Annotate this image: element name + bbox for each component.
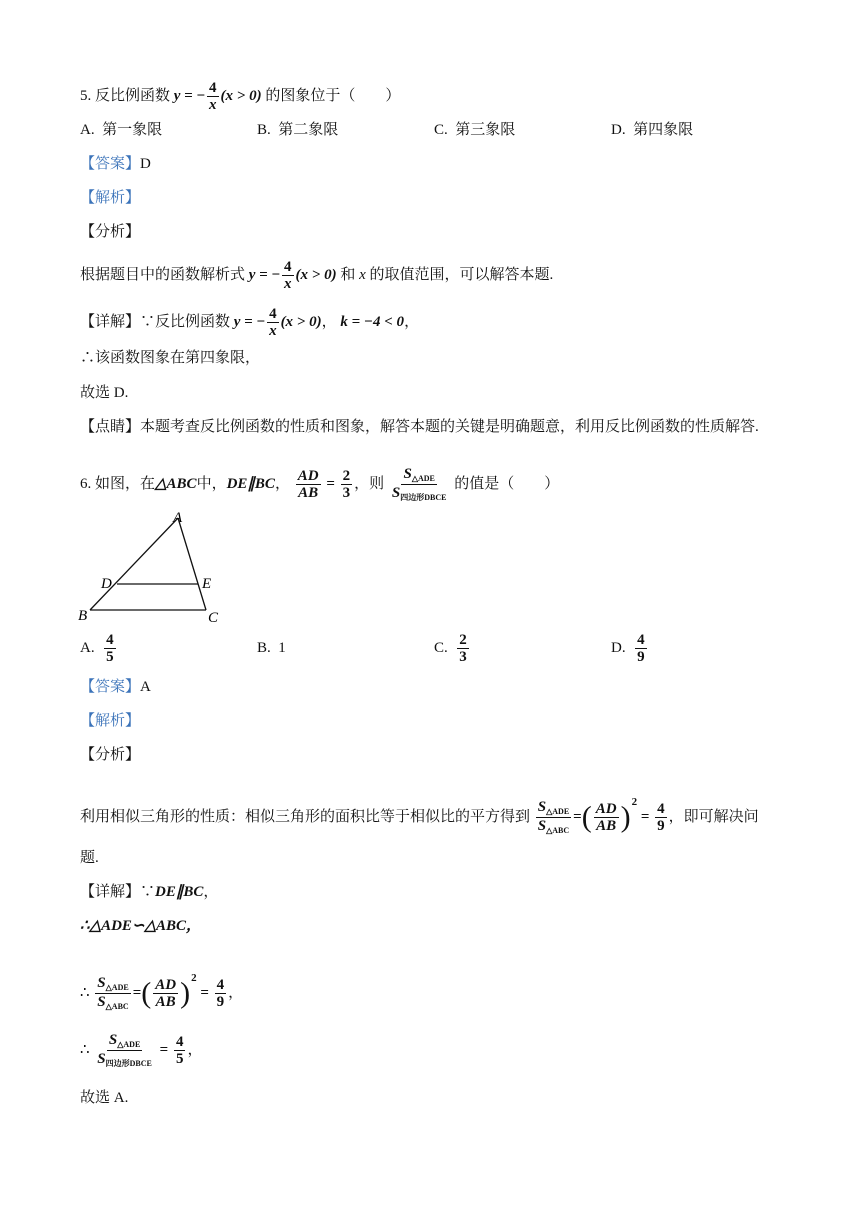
q6-fenxi: 利用相似三角形的性质：相似三角形的面积比等于相似比的平方得到 $\frac{S_{\triangle ADE}}{S_{\triangle ABC}}$ =( $\frac{AD}{AB}$ )$^2$ = $\frac{4}{9}$ ，即可解决问 — [80, 796, 759, 836]
q6-similar: ∴△ADE∽△ABC， — [80, 918, 202, 934]
q5-quadrant-line: ∴该函数图象在第四象限， — [80, 350, 261, 366]
side-ac — [178, 518, 206, 610]
q6-option-d[interactable]: D. $\frac{4}{9}$ — [611, 632, 645, 665]
q5-comment: 【点睛】本题考查反比例函数的性质和图象，解答本题的关键是明确题意，利用反比例函数的性质解答. — [80, 419, 759, 435]
q5-stem-suffix: 的图象位于（ ） — [265, 87, 401, 104]
q5-stem — [80, 80, 400, 113]
q6-stem: 6. 如图，在△ABC中，DE∥BC， $\frac{AD}{AB}$ = $\frac{2}{3}$ ，则 $\frac{S_{\triangle ADE}}{S_{四边形DBCE}}$ 的值是（ ） — [80, 466, 560, 502]
q5-detail: 【详解】∵反比例函数 y = − $\frac{4}{x}$ (x > 0)， k = −4 < 0， — [80, 306, 420, 339]
q6-choose: 故选 A. — [80, 1090, 129, 1106]
q6-option-b[interactable]: B. 1 — [257, 640, 286, 656]
ratio-fraction: $\frac{AD}{AB}$ — [297, 468, 319, 501]
q5-answer: 【答案】D — [80, 156, 151, 172]
area-ratio-fraction: $\frac{S_{\triangle ADE}}{S_{四边形DBCE}}$ — [391, 466, 447, 502]
label-a: A — [173, 510, 183, 526]
func-fraction: $\frac{4}{x}$ — [209, 80, 217, 113]
q5-fenxi-tag: 【分析】 — [80, 224, 141, 240]
label-b: B — [78, 608, 88, 624]
q6-fenxi-cont: 题. — [80, 850, 99, 866]
func-eq: = − — [180, 87, 206, 104]
label-c: C — [208, 610, 219, 626]
triangle-figure — [74, 506, 234, 631]
q6-area-ratio-line: ∴ $\frac{S_{\triangle ADE}}{S_{\triangle ABC}}$ =( $\frac{AD}{AB}$ )$^2$ = $\frac{4}{9}$ ， — [80, 972, 244, 1012]
q5-choose: 故选 D. — [80, 385, 129, 401]
q5-analysis-tag: 【解析】 — [80, 190, 141, 206]
q6-option-c[interactable]: C. $\frac{2}{3}$ — [434, 632, 467, 665]
q6-fenxi-tag: 【分析】 — [80, 747, 141, 763]
q6-option-a[interactable]: A. $\frac{4}{5}$ — [80, 632, 114, 665]
side-ab — [90, 518, 178, 610]
q5-option-d[interactable]: D. 第四象限 — [611, 122, 694, 138]
label-d: D — [101, 576, 112, 592]
q5-option-c[interactable]: C. 第三象限 — [434, 122, 516, 138]
q6-detail: 【详解】∵DE∥BC， — [80, 884, 219, 900]
k-value: k = −4 < 0 — [340, 313, 405, 330]
func-y: y — [173, 87, 181, 104]
q5-stem-prefix: 5. 反比例函数 — [80, 87, 171, 104]
func-cond: (x > 0) — [220, 87, 262, 104]
q6-answer: 【答案】A — [80, 679, 151, 695]
q5-option-a[interactable]: A. 第一象限 — [80, 122, 163, 138]
q5-fenxi: 根据题目中的函数解析式 y = − $\frac{4}{x}$ (x > 0) 和 x 的取值范围，可以解答本题. — [80, 259, 554, 292]
label-e: E — [202, 576, 212, 592]
q6-result-line: ∴ $\frac{S_{\triangle ADE}}{S_{四边形DBCE}}$ = $\frac{4}{5}$ ， — [80, 1032, 203, 1068]
q6-analysis-tag: 【解析】 — [80, 713, 141, 729]
q5-option-b[interactable]: B. 第二象限 — [257, 122, 339, 138]
